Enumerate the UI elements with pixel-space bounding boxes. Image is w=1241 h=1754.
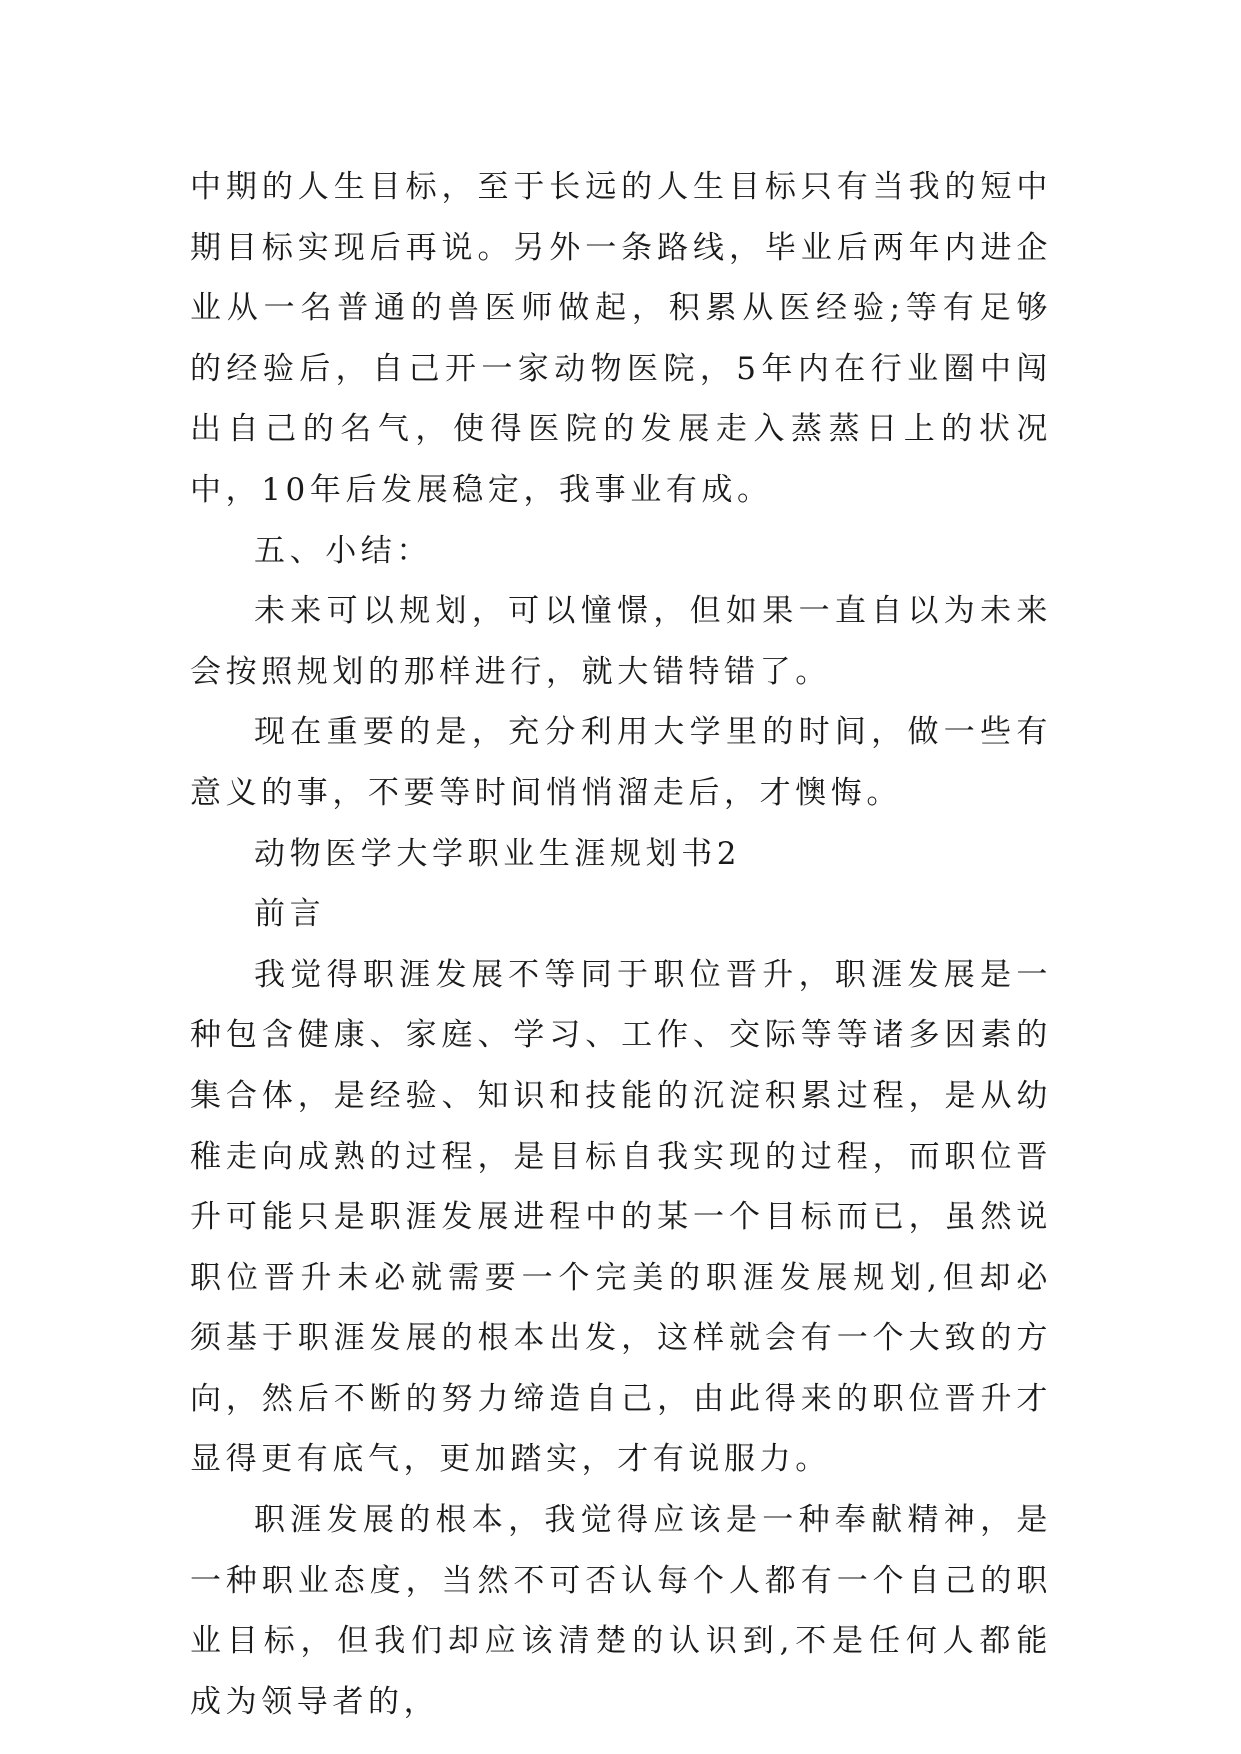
section-heading-preface: 前言 bbox=[254, 896, 326, 933]
document-body bbox=[190, 157, 1052, 1732]
paragraph: 我觉得职涯发展不等同于职位晋升，职涯发展是一种包含健康、家庭、学习、工作、交际等等诸多因素的集合体，是经验、知识和技能的沉淀积累过程，是从幼稚走向成熟的过程，是目标自我实现的过程，而职位晋升可能只是职涯发展进程中的某一个目标而已，虽然说职位晋升未必就需要一个完美的职涯发展规划,但却必须基于职涯发展的根本出发，这样就会有一个大致的方向，然后不断的努力缔造自己，由此得来的职位晋升才显得更有底气，更加踏实，才有说服力。 bbox=[190, 956, 1052, 1478]
paragraph: 职涯发展的根本，我觉得应该是一种奉献精神，是一种职业态度，当然不可否认每个人都有一个自己的职业目标，但我们却应该清楚的认识到,不是任何人都能成为领导者的， bbox=[190, 1502, 1052, 1720]
paragraph: 未来可以规划，可以憧憬，但如果一直自以为未来会按照规划的那样进行，就大错特错了。 bbox=[190, 593, 1052, 690]
section-heading-summary: 五、小结： bbox=[254, 532, 432, 569]
paragraph-continuation: 中期的人生目标，至于长远的人生目标只有当我的短中期目标实现后再说。另外一条路线，毕业后两年内进企业从一名普通的兽医师做起，积累从医经验;等有足够的经验后，自己开一家动物医院，5年内在行业圈中闯出自己的名气，使得医院的发展走入蒸蒸日上的状况中，10年后发展稳定，我事业有成。 bbox=[190, 169, 1052, 508]
document-title: 动物医学大学职业生涯规划书2 bbox=[254, 835, 742, 872]
paragraph: 现在重要的是，充分利用大学里的时间，做一些有意义的事，不要等时间悄悄溜走后，才懊悔。 bbox=[190, 714, 1052, 811]
